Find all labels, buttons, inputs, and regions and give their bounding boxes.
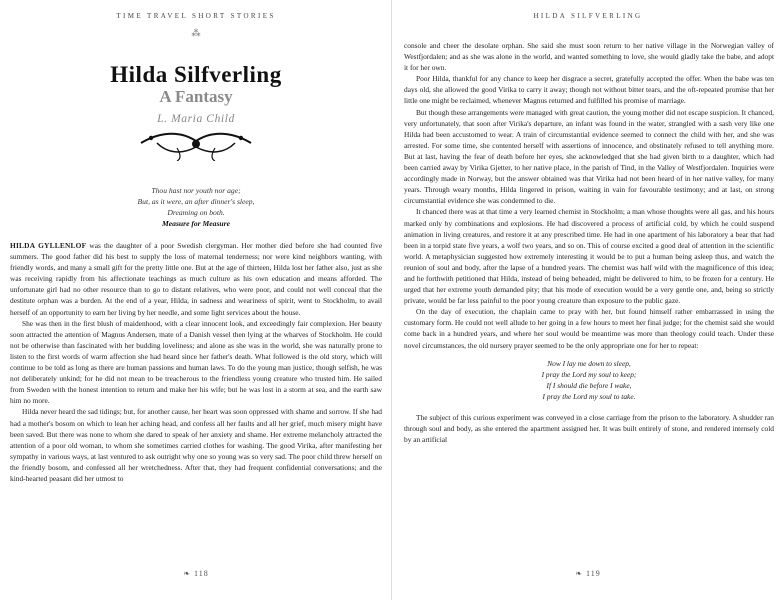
epigraph-line: Dreaming on both. [167, 208, 225, 217]
folio-text: 119 [586, 569, 601, 578]
folio-ornament-icon: ❧ [575, 569, 586, 578]
verse-line: I pray the Lord my soul to take. [542, 391, 636, 401]
verse-line: If I should die before I wake, [546, 380, 632, 390]
body-paragraph: On the day of execution, the chaplain came to pray with her, but found himself rather embarrassed in using the customary form. He could not well allude to her going in a few hours to meet her final judge; for the chemist said she would come back in a hundred years, and where her soul would be meantime was more than theology could teach. Under these novel circumstances, the old nursery prayer seemed to be the only appropriate one for her to repeat: [404, 307, 774, 350]
running-head-left: TIME TRAVEL SHORT STORIES [116, 12, 276, 20]
body-paragraph: It chanced there was at that time a very learned chemist in Stockholm; a man whose thoughts were all gas, and his hours marked only by combinations and explosions. He had discovered a process of artificial cold, by which he could suspend animation in living creatures, and restore it at any prescribed time. He had in one apartment of his laboratory a bear that had been in a torpid state five years, a wolf two years, and so on. This of course excited a good deal of attention in the scientific world. A metaphysician suggested how extremely interesting it would be to put a human being asleep thus, and watch the reunion of soul and body, after the lapse of a hundred years. The chemist was half wild with the magnificence of this idea; and he forthwith petitioned that Hilda, instead of being beheaded, might be delivered to him, to be frozen for a century. He urged that her extreme youth demanded pity; that his mode of execution would be a very gentle one, and, being so strictly private, would be far less painful to the poor young creature than exposure to the public gaze. [404, 207, 774, 306]
story-author: L. Maria Child [157, 113, 235, 125]
epigraph-line: Thou hast nor youth nor age; [151, 186, 241, 195]
running-head-right: HILDA SILFVERLING [533, 12, 643, 20]
body-paragraph: Hilda never heard the sad tidings; but, for another cause, her heart was soon oppressed with shame and sorrow. If she had had a mother's bosom on which to lean her aching head, and confess all her faults and all her grief, much misery might have been saved. But there was none to whom she dared to speak of her anxiety and shame. Her extreme melancholy attracted the attention of a poor old woman, to whom she sometimes carried clothes for washing. The good Virika, after manifesting her sympathy in various ways, at last ventured to ask outright why one so young was so very sad. The poor child threw herself on the friendly bosom, and confessed all her wretchedness. After that, they had frequent confidential conversations; and the kind-hearted peasant did her utmost to [10, 407, 382, 483]
body-paragraph: console and cheer the desolate orphan. She said she must soon return to her native village in the Norwegian valley of Westfjordalen; and as she was alone in the world, and wanted something to love, she would gladly take the babe, and adopt it for her own. [404, 41, 774, 73]
page-number-left [0, 569, 392, 578]
right-page [392, 0, 784, 600]
vine-flourish-icon [137, 127, 255, 161]
story-subtitle: A Fantasy [159, 87, 233, 106]
story-title: Hilda Silfverling [110, 62, 282, 87]
paragraph-text: was the daughter of a poor Swedish clergyman. Her mother died before she had counted five summers. The good father did his best to supply the loss of maternal tenderness; nor were kind neighbors wanting, with friendly words, and many a small gift for the pretty little one. But at the age of thirteen, Hilda lost her father also, just as she was receiving rapidly from his affectionate teachings as much culture as his own education and means afforded. The unfortunate girl had no other resource than to go to distant relatives, who were poor, and could not well conceal that the destitute orphan was a burden. At the end of a year, Hilda, in sadness and weariness of spirit, went to Stockholm, to avail herself of an opportunity to earn her living by her needle, and some light services about the house. [10, 241, 382, 317]
folio-ornament-icon: ❧ [183, 569, 194, 578]
lead-in-name: HILDA GYLLENLOF [10, 241, 87, 250]
page-number-right [392, 569, 784, 578]
verse-line: I pray the Lord my soul to keep; [541, 369, 637, 379]
prayer-verse [404, 358, 774, 402]
epigraph-line: But, as it were, an after dinner's sleep, [137, 197, 255, 206]
body-paragraph: She was then in the first blush of maidenhood, with a clear innocent look, and exceedingly fair complexion. Her beauty soon attracted the attention of Magnus Andersen, mate of a Danish vessel then lying at the wharves of Stockholm. He could not be otherwise than fascinated with her budding loveliness; and alone as she was in the world, she was naturally prone to listen to the first words of warm affection she had heard since her father's death. What followed is the old story, which will continue to be told as long as there are human passions and human laws. To do the young man justice, though selfish, he was not deliberately unkind; for he did not mean to be treacherous to the friendless young creature who trusted him. He sailed from Sweden with the honest intention to return and make her his wife; but he was lost in a storm at sea, and the earth saw him no more. [10, 318, 382, 406]
body-paragraph: But though these arrangements were managed with great caution, the young mother did not escape suspicion. It chanced, very unfortunately, that soon after Virika's departure, an infant was found in the water, strangled with a sash very like one Hilda had been accustomed to wear. A train of circumstantial evidence seemed to connect the child with her, and she was arrested. For some time, she contented herself with assertions of innocence, and obstinately refused to tell anything more. But at last, having the fear of death before her eyes, she acknowledged that she had given birth to a daughter, which had been carried away by Virika Gjetter, to her native place, in the parish of Tind, in the Valley of Westfjordalen. Inquiries were accordingly made in Norway, but the answer obtained was that Virika had not been heard of in her native valley, for many years. Through weary months, Hilda lingered in prison, waiting in vain for favourable testimony; and at last, on strong circumstantial evidence she was condemned to die. [404, 107, 774, 206]
body-paragraph: Poor Hilda, thankful for any chance to keep her disgrace a secret, gratefully accepted the offer. When the babe was ten days old, she allowed the good Virika to carry it away; though not without bitter tears, and the oft-repeated promise that her little one might be reclaimed, whenever Magnus returned and fulfilled his promise of marriage. [404, 74, 774, 106]
verse-line: Now I lay me down to sleep, [547, 358, 631, 368]
body-paragraph: The subject of this curious experiment was conveyed in a close carriage from the prison to the laboratory. A shudder ran through soul and body, as she entered the apartment assigned her. It was built entirely of stone, and rendered intensely cold by an artificial [404, 413, 774, 445]
right-body-text [404, 40, 774, 445]
folio-text: 118 [194, 569, 209, 578]
epigraph-source: Measure for Measure [162, 219, 230, 228]
header-ornament-icon: ⁂ [191, 28, 201, 38]
epigraph [0, 185, 392, 229]
left-body-text [10, 240, 382, 484]
body-paragraph [10, 240, 382, 318]
